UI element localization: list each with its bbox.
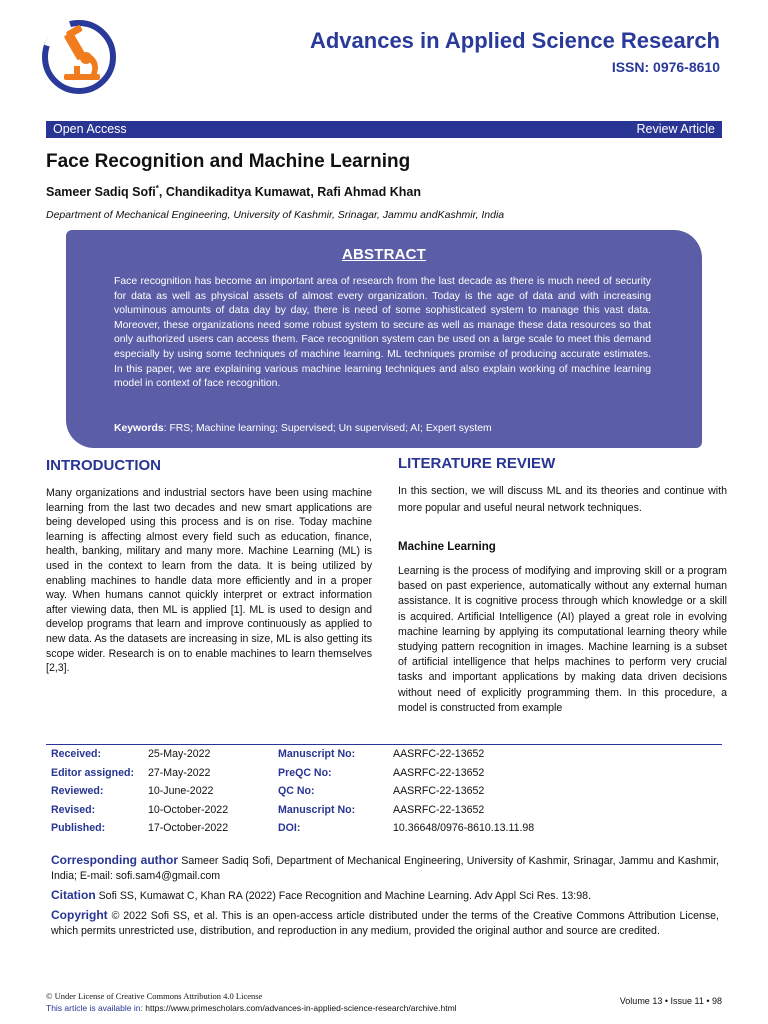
introduction-text: Many organizations and industrial sectors have been using machine learning from the last two decades and new smart applications are being developed using this process and is on rise. Today machine learning is affecting almost every field such as education, finance, health, banking, military and many more. Machine Learning (ML) is used in the context to learn from the data. It is being utilized by enabling machines to handle data more efficiently and in a proper way. When humans cannot quickly interpret or extract information after viewing data, then ML is applied [1]. ML is used to design and develop programs that learn and improve continuously as applied to new data. As the datasets are increasing in size, ML is also getting its scope wider. Research is on to enable machines to learn themselves [2,3].: [46, 487, 372, 675]
copyright-text: © 2022 Sofi SS, et al. This is an open-access article distributed under the terms of the Creative Commons Attribution License, which permits unrestricted use, distribution, and reproduction in any medium, provided the original author and source are credited.: [51, 910, 719, 937]
manuscript-value: AASRFC-22-13652: [393, 785, 485, 798]
manuscript-value: 10.36648/0976-8610.13.11.98: [393, 822, 535, 835]
date-label: Received:: [51, 748, 102, 760]
corresponding-author-text: Sameer Sadiq Sofi, Department of Mechanical Engineering, University of Kashmir, Srinagar, Jammu and Kashmir, India; E-mail: sofi.sam4@gmail.com: [51, 855, 719, 882]
date-label: Reviewed:: [51, 785, 104, 798]
citation-label: Citation: [51, 888, 96, 902]
corresponding-author-label: Corresponding author: [51, 853, 178, 867]
corresponding-author: [51, 853, 719, 883]
introduction-heading: INTRODUCTION: [46, 457, 161, 474]
corresponding-mark: *: [155, 184, 159, 193]
date-value: 10-October-2022: [148, 803, 229, 816]
date-value: 17-October-2022: [148, 822, 229, 835]
issn: ISSN: 0976-8610: [611, 59, 720, 75]
literature-text: In this section, we will discuss ML and its theories and continue with more popular and useful neural network techniques.: [398, 485, 727, 514]
journal-title: Advances in Applied Science Research: [309, 28, 720, 53]
date-value: 27-May-2022: [148, 766, 211, 779]
abstract-text: Face recognition has become an important area of research from the last decade as there is much need of security for data as well as physical assets of almost every organization. Today is the age of data and with increasing voluminous amounts of data day by day, there is need of some sophisticated system to manage this vast data. Moreover, these organizations need some robust system to secure as well as manage these data resources so that only authorized users can access them. Face recognition system can be used on a large scale to meet this demand especially by using some techniques of machine learning. ML techniques promise of producing accurate estimates. In this paper, we are explaining various machine learning techniques and also explain working of machine learning model in context of face recognition.: [114, 276, 651, 390]
article-title: Face Recognition and Machine Learning: [46, 151, 411, 172]
copyright: [51, 908, 719, 938]
archive-link[interactable]: https://www.primescholars.com/advances-in-applied-science-research/archive.html: [142, 1003, 457, 1013]
date-label: Published:: [51, 822, 106, 835]
keywords-list: : FRS; Machine learning; Supervised; Un supervised; AI; Expert system: [163, 423, 492, 434]
manuscript-label: Manuscript No:: [278, 748, 356, 760]
machine-learning-text: Learning is the process of modifying and improving skill or a program based on past experience, automatically without any external human assistance. It is cognitive process through which knowledge or a skill is acquired. Artificial Intelligence (AI) played a great role in evolving machine learning by applying its computational learning theory while studying pattern recognition in images. Machine learning is a subset of artificial intelligence that helps machines to perform very crucial tasks and important applications by making data driven decisions without need of explicitly programming them. In this procedure, a model is constructed from example: [398, 565, 727, 714]
open-access-label: Open Access: [53, 122, 127, 136]
manuscript-value: AASRFC-22-13652: [393, 748, 485, 760]
volume-issue: Volume 13 • Issue 11 • 98: [619, 996, 722, 1006]
date-label: Editor assigned:: [51, 766, 134, 779]
date-label: Revised:: [51, 803, 96, 816]
availability-note: [46, 1003, 457, 1013]
date-value: 10-June-2022: [148, 785, 214, 798]
date-value: 25-May-2022: [148, 748, 211, 760]
license-note: © Under License of Creative Commons Attribution 4.0 License: [46, 991, 263, 1001]
keywords-label: Keywords: [114, 423, 164, 434]
availability-label: This article is available in:: [46, 1003, 143, 1013]
citation-text: Sofi SS, Kumawat C, Khan RA (2022) Face Recognition and Machine Learning. Adv Appl Sci Res. 13:98.: [95, 890, 591, 902]
citation: [51, 888, 719, 904]
authors-rest: , Chandikaditya Kumawat, Rafi Ahmad Khan: [158, 185, 421, 200]
manuscript-value: AASRFC-22-13652: [393, 766, 485, 779]
review-article-label: Review Article: [636, 122, 715, 136]
manuscript-label: QC No:: [278, 785, 315, 798]
literature-heading: LITERATURE REVIEW: [398, 455, 556, 472]
copyright-label: Copyright: [51, 908, 108, 922]
manuscript-label: Manuscript No:: [278, 803, 356, 816]
machine-learning-heading: Machine Learning: [398, 541, 496, 553]
author-1: Sameer Sadiq Sofi: [46, 185, 156, 200]
manuscript-label: PreQC No:: [278, 766, 332, 779]
abstract-heading: ABSTRACT: [341, 246, 427, 263]
manuscript-label: DOI:: [278, 822, 301, 835]
affiliation: Department of Mechanical Engineering, University of Kashmir, Srinagar, Jammu andKashmir, India: [46, 209, 505, 221]
manuscript-value: AASRFC-22-13652: [393, 803, 485, 816]
